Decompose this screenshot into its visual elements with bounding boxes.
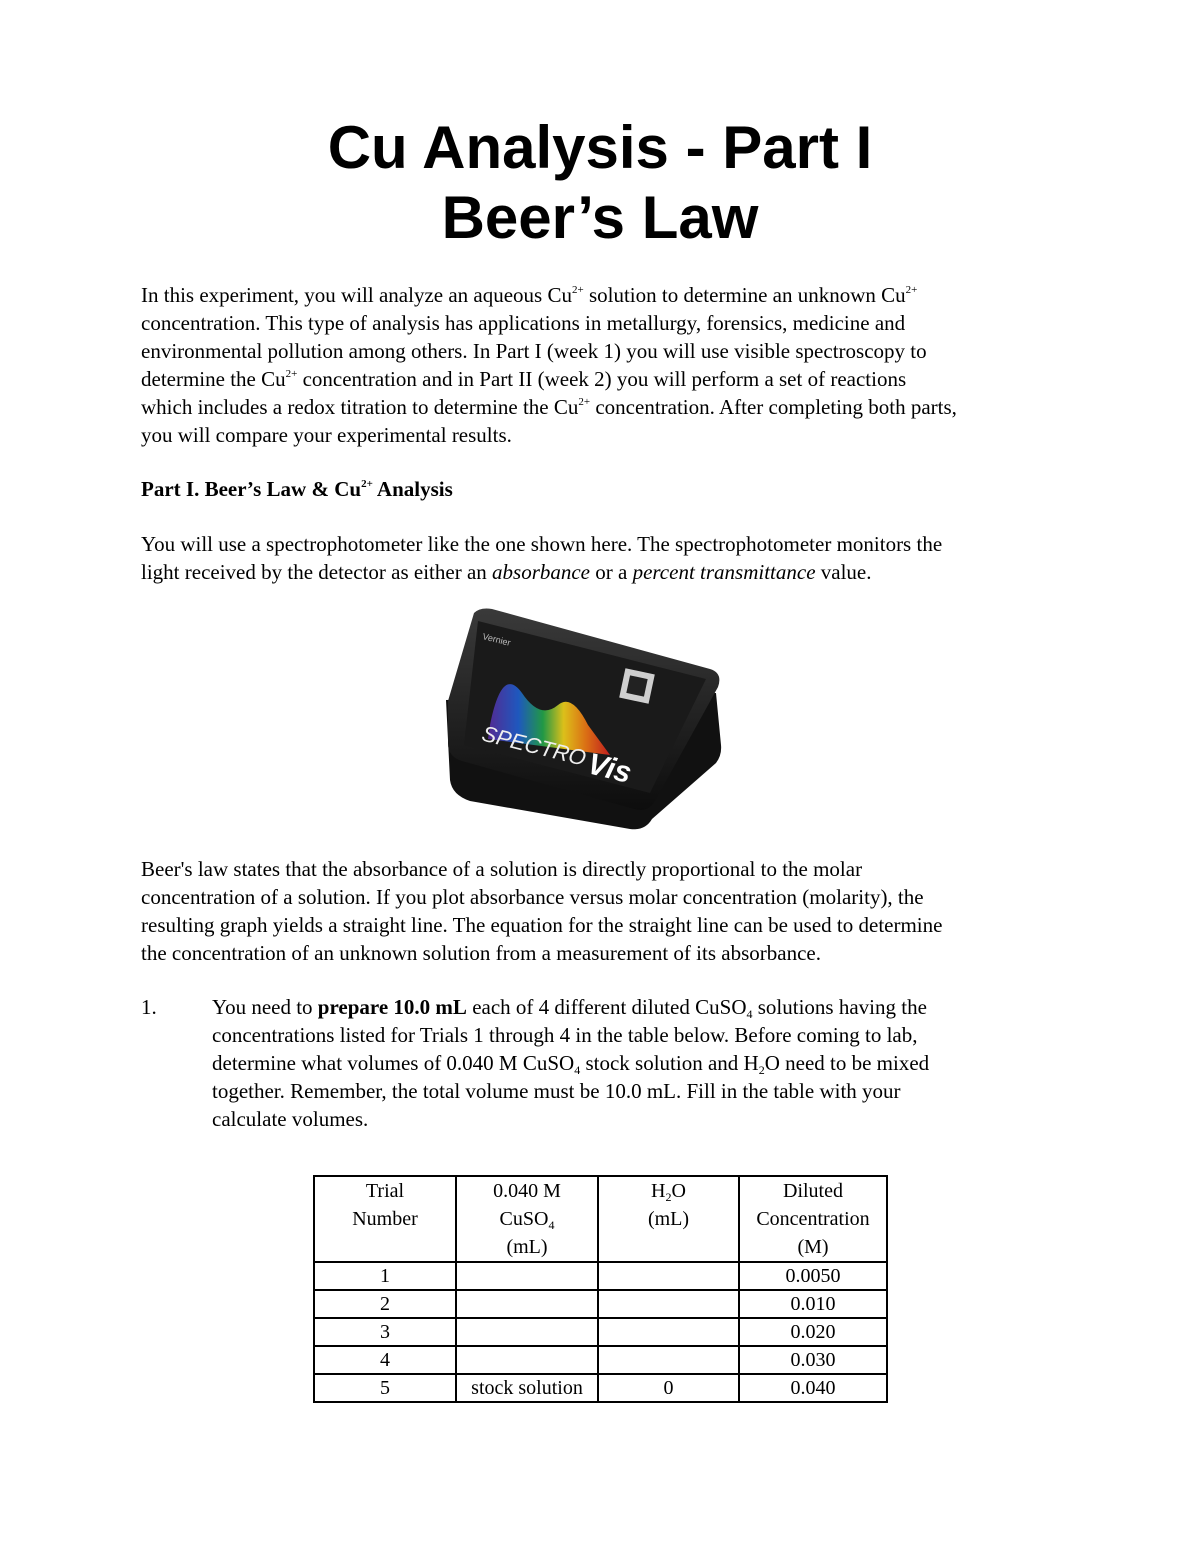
cuso4-cell <box>456 1290 598 1318</box>
water-cell: 0 <box>598 1374 739 1402</box>
page-subtitle: Beer’s Law <box>441 184 759 251</box>
dilution-table <box>313 1175 888 1403</box>
table-row <box>314 1346 887 1374</box>
concentration-cell: 0.010 <box>739 1290 887 1318</box>
spectrophotometer-image <box>440 605 740 830</box>
spectrophotometer-paragraph: You will use a spectrophotometer like the one shown here. The spectrophotometer monitors the light received by the detector as either an absorbance or a percent transmittance value. <box>141 532 943 584</box>
table-header-row <box>314 1176 887 1262</box>
header-diluted-concentration: Diluted Concentration (M) <box>739 1176 887 1262</box>
cuso4-cell <box>456 1346 598 1374</box>
concentration-cell: 0.0050 <box>739 1262 887 1290</box>
table-row <box>314 1374 887 1402</box>
cuso4-cell <box>456 1262 598 1290</box>
water-cell <box>598 1290 739 1318</box>
device-name: SPECTRO <box>479 720 589 771</box>
concentration-cell: 0.030 <box>739 1346 887 1374</box>
page-title: Cu Analysis - Part I <box>327 114 873 181</box>
water-cell <box>598 1262 739 1290</box>
trial-cell: 2 <box>314 1290 456 1318</box>
trial-cell: 5 <box>314 1374 456 1402</box>
cuso4-cell <box>456 1318 598 1346</box>
table-row <box>314 1262 887 1290</box>
table-row <box>314 1318 887 1346</box>
water-cell <box>598 1346 739 1374</box>
cuso4-cell: stock solution <box>456 1374 598 1402</box>
water-cell <box>598 1318 739 1346</box>
device-name-vis: Vis <box>584 747 635 791</box>
beers-law-paragraph: Beer's law states that the absorbance of a solution is directly proportional to the molar concentration of a solution. If you plot absorbance versus molar concentration (molarity), the resulting graph yields a straight line. The equation for the straight line can be used to determine the concentration of an unknown solution from a measurement of its absorbance. <box>141 857 943 965</box>
step-1-text: You need to prepare 10.0 mL each of 4 different diluted CuSO$_4$ solutions having the concentrations listed for Trials 1 through 4 in the table below. Before coming to lab, determine what volumes of 0.040 M CuSO$_4$ stock solution and $H_2O$ need to be mixed together. Remember, the total volume must be 10.0 mL. Fill in the table with your calculate volumes. <box>212 995 930 1131</box>
header-cuso4-volume: 0.040 M CuSO$_4$ (mL) <box>456 1176 598 1262</box>
concentration-cell: 0.020 <box>739 1318 887 1346</box>
trial-cell: 1 <box>314 1262 456 1290</box>
device-brand: Vernier <box>481 631 512 648</box>
header-water-volume: $H_2O$ (mL) <box>598 1176 739 1262</box>
trial-cell: 3 <box>314 1318 456 1346</box>
header-trial-number: Trial Number <box>314 1176 456 1262</box>
concentration-cell: 0.040 <box>739 1374 887 1402</box>
trial-cell: 4 <box>314 1346 456 1374</box>
intro-paragraph: In this experiment, you will analyze an aqueous $Cu^{2+}$ solution to determine an unknown $Cu^{2+}$ concentration. This type of analysis has applications in metallurgy, forensics, medicine and environmental pollution among others. In Part I (week 1) you will use visible spectroscopy to determine the $Cu^{2+}$ concentration and in Part II (week 2) you will perform a set of reactions which includes a redox titration to determine the $Cu^{2+}$ concentration. After completing both parts, you will compare your experimental results. <box>141 283 957 447</box>
section-heading: Part I. Beer’s Law & $Cu^{2+}$ Analysis <box>141 477 453 501</box>
table-row <box>314 1290 887 1318</box>
step-number: 1. <box>141 995 157 1019</box>
